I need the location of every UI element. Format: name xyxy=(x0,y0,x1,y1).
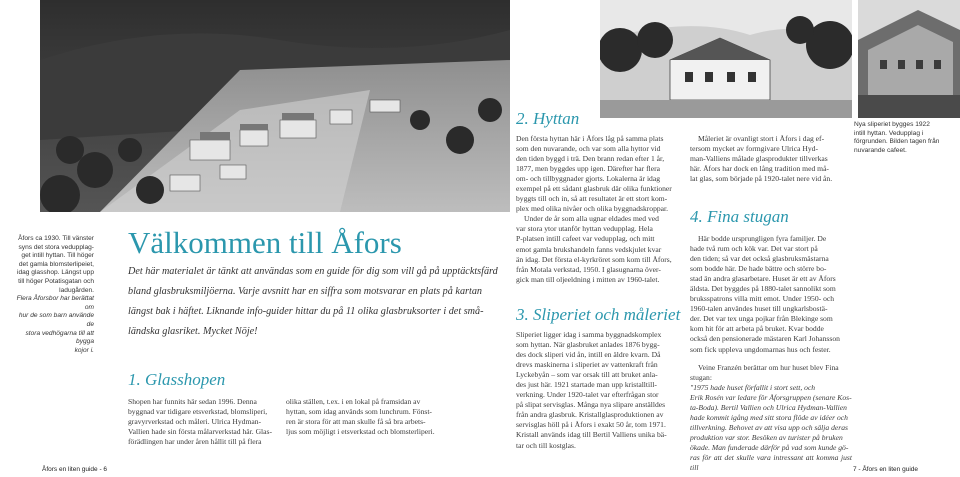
text-line: stugan: xyxy=(690,372,712,382)
text-line: från Motala verkstad, 1950. I glasugnarna över- xyxy=(516,264,661,274)
right-photo-caption xyxy=(854,121,958,155)
sliperiet-photo xyxy=(858,0,960,118)
text-line: Veine Franzén berättar om hur huset blev Fina xyxy=(698,362,839,372)
text-line: Sliperiet ligger idag i samma byggnadskomplex xyxy=(516,330,662,339)
caption-line: Åfors ca 1930. Till vänster xyxy=(18,235,94,242)
quote-line: hade kommit igång med sitt stora flöde av idéer och xyxy=(690,412,848,422)
intro-text xyxy=(128,262,498,342)
quote-line: ökade. Man funderade därför på vad som kunde gö- xyxy=(690,442,849,452)
intro-line: bland glasbruksmiljöerna. Varje avsnitt har en siffra som motsvarar en plats på kartan xyxy=(128,286,483,297)
left-page-footer: Åfors en liten guide - 6 xyxy=(42,466,108,473)
text-line: tersom mycket av formgivare Ulrica Hyd- xyxy=(690,144,818,154)
text-line: 1877, men byggdes upp igen. Därefter har flera xyxy=(516,164,661,174)
section-3-body xyxy=(516,330,680,451)
text-line: Här bodde ursprungligen fyra familjer. De xyxy=(698,234,827,243)
caption-line: syns det stora vedupplag- xyxy=(18,243,94,251)
caption-line: get intill hyttan. Till höger xyxy=(21,252,94,260)
caption-line: hur de som barn använde de xyxy=(18,312,94,328)
text-line: förädlingen har under åren hållit till på flera xyxy=(128,437,262,447)
section-4-body xyxy=(690,234,852,473)
quote-line: ras för att det skulle vara intressant att komma just till xyxy=(690,452,852,473)
section-1-col1 xyxy=(128,397,276,447)
text-line: äldsta. Det byggdes på 1880-talet sannolikt som xyxy=(690,284,836,294)
text-line: stad än andra glasarbetare. Huset är ett av Åfors xyxy=(690,274,836,284)
text-line: man-Valliens målade glasprodukter tillverkas xyxy=(690,154,828,164)
quote-line: "1975 hade huset förfallit i stort sett, och xyxy=(690,382,816,392)
text-line: här. Åfors har dock en lång tradition med må- xyxy=(690,164,829,174)
intro-line: längst bak i häftet. Liknande info-guider hittar du på 11 olika glasbruksorter i det små- xyxy=(128,306,484,317)
quote-line: tillverkning. Behovet av att visa upp och sälja deras xyxy=(690,422,848,432)
aerial-photo-afors-1930 xyxy=(40,0,510,212)
caption-line: idag glasshop. Längst upp xyxy=(17,269,94,277)
section-1-title: 1. Glasshopen xyxy=(128,370,226,389)
quote-line: produktion var stor. Besöken av turister på bruken xyxy=(690,432,843,442)
text-line: som den nuvarande, och var som alla hyttor vid xyxy=(516,144,661,154)
text-line: bruksspatrons villa mitt emot. Under 1950- och xyxy=(690,294,835,304)
text-line: der. Det var tex unga pojkar från Blekinge som xyxy=(690,314,833,324)
section-2-title: 2. Hyttan xyxy=(516,109,580,128)
text-line: på slipat servisglas. Många nya slipare anställdes xyxy=(516,400,666,410)
quote-line: ta-Boda). Bertil Vallien och Ulrica Hydman-Vallien xyxy=(690,402,847,412)
caption-line: kojor i. xyxy=(74,346,94,354)
text-line: som fick uppleva ungdomarnas hus och fester. xyxy=(690,344,831,354)
text-line: den tiden; så var det också glasbruksmästarna xyxy=(690,254,829,264)
quote-line: Erik Rosén var ledare för Åforsgruppen (senare Kos- xyxy=(690,392,852,402)
text-line: lat glas, som började på 1920-talet nere vid ån. xyxy=(690,174,833,184)
text-line: Shopen har funnits här sedan 1996. Denna xyxy=(128,397,257,406)
text-line: också den pensionerade mästaren Karl Johansson xyxy=(690,334,840,344)
text-line: kom hit för att arbeta på bruket. Kvar bodde xyxy=(690,324,824,334)
caption-line: Flera Åforsbor har berättat om xyxy=(16,295,94,311)
text-line: som hyttan. När glasbruket anlades 1876 bygg- xyxy=(516,340,660,350)
text-line: plex med olika nivåer och olika byggnadskroppar. xyxy=(516,204,669,214)
text-line: ren är stora för att man skulle få så bra arbets- xyxy=(286,417,426,427)
left-photo-caption xyxy=(10,235,94,355)
text-line: emot gamla brukshandeln fanns vedskjulet kvar xyxy=(516,244,662,254)
caption-line: Nya sliperiet bygges 1922 xyxy=(854,121,930,128)
text-line: byggnad var tidigare etsverkstad, blomsliperi, xyxy=(128,407,268,417)
caption-line: till höger Potatisgatan och xyxy=(18,277,94,285)
text-line: ljus som möjligt i etsverkstad och blomsterliperi. xyxy=(286,427,435,437)
text-line: än idag. Det första el-kyrkröret som kom till Åfors, xyxy=(516,254,672,264)
text-line: drevs maskinerna i sliperiet av vattenkraft från xyxy=(516,360,658,370)
text-line: exempel på ett sådant glasbruk där olika funktioner xyxy=(516,184,672,194)
text-line: gick man till oljeeldning i mitten av 1960-talet. xyxy=(516,274,660,284)
text-line: 1960-talen användes huset till ungkarlsbostä- xyxy=(690,304,828,314)
text-line: hade två rum och kök var. Det var stort på xyxy=(690,244,818,254)
caption-line: ladugården. xyxy=(59,286,94,294)
text-line: gravyrverkstad och måleri. Ulrica Hydman- xyxy=(128,417,262,427)
text-line: tar och till kostglas. xyxy=(516,440,576,450)
caption-line: det gamla blomsterlipeiet, xyxy=(18,260,94,268)
section-1-col2 xyxy=(286,397,446,437)
text-line: Den första hyttan här i Åfors låg på samma plats xyxy=(516,134,664,143)
hyttan-photo xyxy=(600,0,852,118)
intro-line: Det här materialet är tänkt att användas som en guide för dig som vill gå på upptäcktsfärd xyxy=(128,266,498,277)
text-line: om- och tillbyggnader gjorts. Lokalerna är idag xyxy=(516,174,661,184)
text-line: hyttan, som idag används som lunchrum. Fönst- xyxy=(286,407,432,417)
right-page-footer: 7 - Åfors en liten guide xyxy=(852,466,918,473)
text-line: Vallien hade sin första målarverkstad här. Glas- xyxy=(128,427,273,437)
caption-line: nuvarande cafeet. xyxy=(854,146,907,154)
text-line: Måleriet är ovanligt stort i Åfors i dag ef- xyxy=(698,134,825,143)
text-line: Lyckebyån – som var orsak till att bruket anla- xyxy=(516,370,658,380)
text-line: var stora ytor utanför hyttan vedupplag. Hela xyxy=(516,224,653,234)
text-line: des just här. 1921 startade man upp kristalltill- xyxy=(516,380,657,390)
page-title: Välkommen till Åfors xyxy=(128,225,402,260)
text-line: som bodde här. De hade bättre och större bo- xyxy=(690,264,827,274)
text-line: Under de år som alla ugnar eldades med ved xyxy=(524,214,659,224)
text-line: olika ställen, t.ex. i en lokal på framsidan av xyxy=(286,397,421,406)
text-line: Kristall används idag till Bertil Valliens unika bä- xyxy=(516,430,667,440)
text-line: servisglas höll på i Åfors i exakt 50 år, tom 1971. xyxy=(516,420,666,430)
text-line: från andra glasbruk. Kristallglasproduktionen av xyxy=(516,410,664,420)
text-line: des dock sliperi vid ån, intill en äldre kvarn. Då xyxy=(516,350,661,360)
section-3-continued xyxy=(690,134,852,184)
text-line: den tiden byggd i trä. Den brann redan efter 1 år, xyxy=(516,154,665,164)
section-3-title: 3. Sliperiet och måleriet xyxy=(516,305,681,324)
caption-line: intill hyttan. Vedupplag i xyxy=(854,129,924,137)
caption-line: förgrunden. Bilden tagen från xyxy=(854,138,940,146)
text-line: verkning. Under 1920-talet var efterfrågan stor xyxy=(516,390,659,400)
section-4-title: 4. Fina stugan xyxy=(690,207,789,226)
text-line: P-platsen intill cafeet var vedupplag, och mitt xyxy=(516,234,655,244)
intro-line: ländska glasriket. Mycket Nöje! xyxy=(128,326,258,337)
caption-line: stora vedhögarna till att bygga xyxy=(25,329,94,346)
text-line: byggts till och in, så att resultatet är ett stort kom- xyxy=(516,194,668,204)
section-2-body xyxy=(516,134,680,285)
